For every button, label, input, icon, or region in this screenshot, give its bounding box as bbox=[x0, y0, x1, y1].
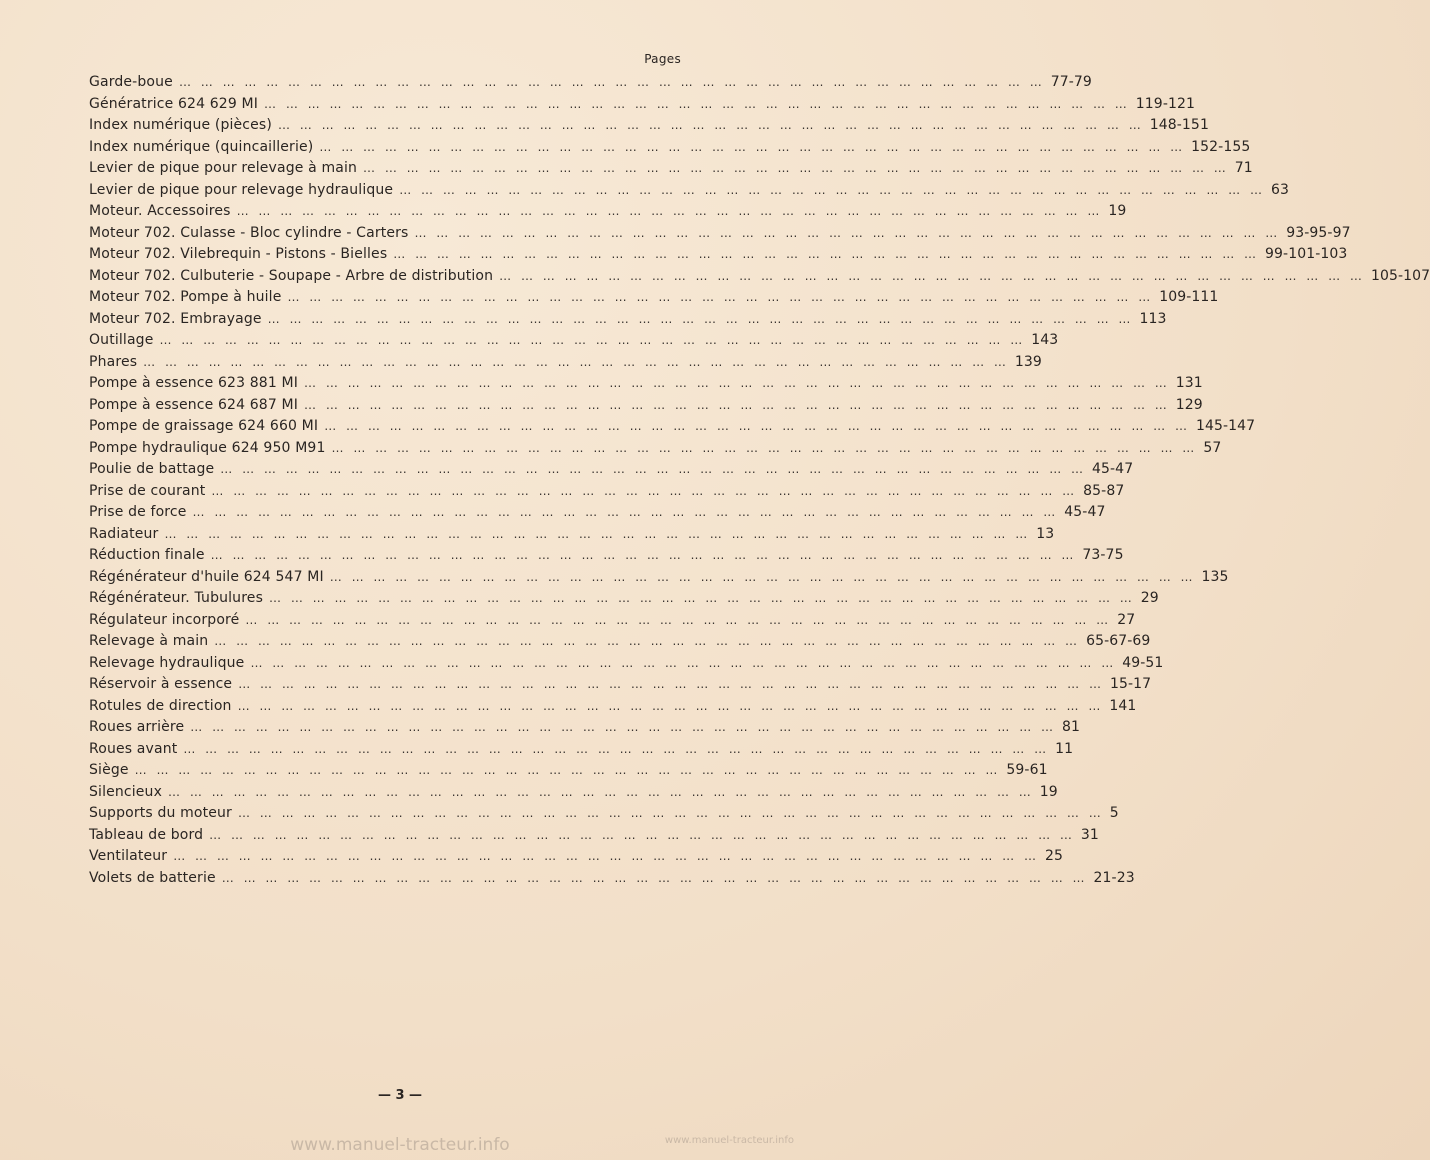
index-entry-pages: 21-23 bbox=[1093, 869, 1135, 886]
dot-leader: … … … … … … … … … … … … … … … … … … … … … … … … … … … … … … … … … … … … … … … … bbox=[245, 612, 1112, 627]
dot-leader: … … … … … … … … … … … … … … … … … … … … … … … … … … … … … … … … … … … … … … … … bbox=[267, 311, 1134, 326]
index-entry-pages: 143 bbox=[1031, 332, 1059, 348]
dot-leader: … … … … … … … … … … … … … … … … … … … … … … … … … … … … … … … … … … … … … … … … bbox=[393, 247, 1260, 261]
index-entry bbox=[89, 352, 1042, 374]
index-entry-title: Pompe à essence 623 881 MI bbox=[89, 375, 299, 391]
index-entry-title: Régénérateur. Tubulures bbox=[89, 590, 264, 606]
index-entry-title: Pompe à essence 624 687 MI bbox=[89, 396, 299, 413]
dot-leader: … … … … … … … … … … … … … … … … … … … … … … … … … … … … … … … … … … … … … … … … bbox=[304, 397, 1170, 412]
index-entry-pages: 45-47 bbox=[1064, 504, 1106, 520]
index-entry-title: Réduction finale bbox=[89, 547, 205, 563]
index-entry bbox=[89, 846, 1063, 868]
index-entry-title: Ventilateur bbox=[89, 848, 168, 864]
page-number: — 3 — bbox=[377, 1088, 423, 1103]
dot-leader: … … … … … … … … … … … … … … … … … … … … … … … … … … … … … … … … … … … … … … … … bbox=[363, 161, 1229, 175]
dot-leader: … … … … … … … … … … … … … … … … … … … … … … … … … … … … … … … … … … … … … … … … bbox=[277, 118, 1144, 132]
index-entry-title: Rotules de direction bbox=[89, 697, 232, 714]
index-entry bbox=[89, 223, 1351, 245]
index-entry-pages: 19 bbox=[1108, 203, 1127, 219]
index-entry-pages: 57 bbox=[1203, 439, 1222, 456]
index-entry bbox=[89, 803, 1119, 825]
index-entry bbox=[89, 696, 1137, 718]
index-entry-pages: 131 bbox=[1175, 375, 1203, 391]
index-entry bbox=[89, 416, 1256, 438]
index-entry-pages: 19 bbox=[1039, 783, 1058, 800]
index-entry-pages: 145-147 bbox=[1195, 418, 1256, 434]
dot-leader: … … … … … … … … … … … … … … … … … … … … … … … … … … … … … … … … … … … … … … … … bbox=[237, 698, 1104, 713]
index-entry bbox=[89, 266, 1430, 288]
index-entry-pages: 113 bbox=[1139, 310, 1167, 327]
watermark-url: www.manuel-tracteur.info bbox=[290, 1135, 510, 1155]
index-entry bbox=[89, 395, 1203, 417]
index-entry-pages: 25 bbox=[1044, 848, 1063, 864]
index-entry-pages: 93-95-97 bbox=[1286, 224, 1351, 241]
index-entry-pages: 29 bbox=[1140, 590, 1159, 606]
index-entry bbox=[89, 631, 1151, 653]
index-entry-pages: 11 bbox=[1055, 740, 1074, 757]
dot-leader: … … … … … … … … … … … … … … … … … … … … … … … … … … … … … … … … … … … … … … … … bbox=[211, 483, 1078, 498]
index-entry bbox=[89, 567, 1229, 589]
index-entry-pages: 105-107 bbox=[1370, 267, 1430, 284]
dot-leader: … … … … … … … … … … … … … … … … … … … … … … … … … … … … … … … … … … … … … … … … bbox=[324, 419, 1190, 433]
index-entry bbox=[89, 545, 1124, 567]
dot-leader: … … … … … … … … … … … … … … … … … … … … … … … … … … … … … … … … … … … … … … … … bbox=[220, 462, 1087, 476]
index-entry bbox=[89, 717, 1081, 739]
dot-leader: … … … … … … … … … … … … … … … … … … … … … … … … … … … … … … … … … … … … … … … … bbox=[499, 268, 1365, 283]
index-entry-pages: 59-61 bbox=[1006, 762, 1048, 778]
index-entry-pages: 119-121 bbox=[1135, 95, 1195, 112]
index-entry-pages: 152-155 bbox=[1191, 138, 1251, 155]
dot-leader: … … … … … … … … … … … … … … … … … … … … … … … … … … … … … … … … … … … … … … … … bbox=[210, 548, 1077, 562]
index-entry-pages: 49-51 bbox=[1122, 654, 1164, 671]
index-entry-pages: 27 bbox=[1117, 611, 1136, 628]
index-entry bbox=[89, 674, 1152, 696]
index-entry-title: Génératrice 624 629 MI bbox=[89, 95, 259, 112]
index-entry-title: Prise de courant bbox=[89, 482, 206, 499]
dot-leader: … … … … … … … … … … … … … … … … … … … … … … … … … … … … … … … … … … … … … … … … bbox=[269, 591, 1135, 605]
index-entry-title: Levier de pique pour relevage à main bbox=[89, 160, 358, 176]
index-entry bbox=[89, 330, 1059, 352]
index-entry bbox=[89, 438, 1222, 460]
index-entry bbox=[89, 180, 1289, 202]
index-entry bbox=[89, 739, 1074, 761]
index-entry-title: Roues arrière bbox=[89, 719, 185, 735]
index-entry-pages: 85-87 bbox=[1083, 482, 1125, 499]
index-entry-title: Phares bbox=[89, 353, 138, 370]
dot-leader: … … … … … … … … … … … … … … … … … … … … … … … … … … … … … … … … … … … … … … … … bbox=[329, 569, 1196, 584]
watermark-url-corner: www.manuel-tracteur.info bbox=[664, 1135, 794, 1146]
index-entry bbox=[89, 373, 1203, 395]
index-entry-title: Pompe hydraulique 624 950 M91 bbox=[89, 439, 326, 456]
dot-leader: … … … … … … … … … … … … … … … … … … … … … … … … … … … … … … … … … … … … … … … … bbox=[134, 763, 1001, 777]
dot-leader: … … … … … … … … … … … … … … … … … … … … … … … … … … … … … … … … … … … … … … … … bbox=[192, 505, 1059, 519]
index-entry-title: Réservoir à essence bbox=[89, 676, 233, 692]
index-entry bbox=[89, 825, 1099, 847]
dot-leader: … … … … … … … … … … … … … … … … … … … … … … … … … … … … … … … … … … … … … … … … bbox=[238, 677, 1104, 691]
index-entry bbox=[89, 524, 1055, 546]
index-entry bbox=[89, 309, 1167, 331]
index-entry-pages: 31 bbox=[1080, 826, 1099, 843]
index-entry-pages: 129 bbox=[1175, 396, 1203, 413]
dot-leader: … … … … … … … … … … … … … … … … … … … … … … … … … … … … … … … … … … … … … … … … bbox=[304, 376, 1170, 390]
index-entry-title: Moteur 702. Culbuterie - Soupape - Arbre de distribution bbox=[89, 267, 494, 284]
index-entry-pages: 77-79 bbox=[1050, 74, 1092, 90]
index-entry bbox=[89, 459, 1134, 481]
dot-leader: … … … … … … … … … … … … … … … … … … … … … … … … … … … … … … … … … … … … … … … … bbox=[178, 75, 1045, 89]
index-entry-title: Supports du moteur bbox=[89, 805, 232, 821]
index-entry bbox=[89, 94, 1195, 116]
index-entry-title: Radiateur bbox=[89, 525, 159, 542]
index-entry bbox=[89, 137, 1251, 159]
index-entry bbox=[89, 158, 1253, 180]
index-entry-title: Prise de force bbox=[89, 504, 187, 520]
index-entry-pages: 65-67-69 bbox=[1086, 633, 1151, 649]
dot-leader: … … … … … … … … … … … … … … … … … … … … … … … … … … … … … … … … … … … … … … … … bbox=[143, 354, 1009, 369]
dot-leader: … … … … … … … … … … … … … … … … … … … … … … … … … … … … … … … … … … … … … … … … bbox=[319, 139, 1186, 154]
index-entry-pages: 81 bbox=[1062, 719, 1081, 735]
index-entry bbox=[89, 868, 1135, 890]
index-entry-pages: 135 bbox=[1201, 568, 1229, 585]
dot-leader: … … … … … … … … … … … … … … … … … … … … … … … … … … … … … … … … … … … … … … … … bbox=[236, 204, 1103, 218]
index-entry-pages: 141 bbox=[1109, 697, 1137, 714]
index-entry-title: Levier de pique pour relevage hydraulique bbox=[89, 181, 394, 198]
dot-leader: … … … … … … … … … … … … … … … … … … … … … … … … … … … … … … … … … … … … … … … … bbox=[221, 870, 1088, 885]
index-entry bbox=[89, 201, 1127, 223]
index-entry-title: Roues avant bbox=[89, 740, 178, 757]
dot-leader: … … … … … … … … … … … … … … … … … … … … … … … … … … … … … … … … … … … … … … … … bbox=[190, 720, 1057, 734]
index-entry-title: Relevage à main bbox=[89, 633, 209, 649]
dot-leader: … … … … … … … … … … … … … … … … … … … … … … … … … … … … … … … … … … … … … … … … bbox=[164, 526, 1031, 541]
dot-leader: … … … … … … … … … … … … … … … … … … … … … … … … … … … … … … … … … … … … … … … … bbox=[183, 741, 1050, 756]
index-entry bbox=[89, 653, 1164, 675]
index-entry bbox=[89, 72, 1092, 94]
index-entry-pages: 15-17 bbox=[1109, 676, 1152, 692]
dot-leader: … … … … … … … … … … … … … … … … … … … … … … … … … … … … … … … … … … … … … … … … bbox=[214, 634, 1081, 648]
index-entry-title: Moteur. Accessoires bbox=[89, 203, 231, 219]
index-entry-title: Relevage hydraulique bbox=[89, 654, 245, 671]
index-list bbox=[89, 72, 1430, 889]
dot-leader: … … … … … … … … … … … … … … … … … … … … … … … … … … … … … … … … … … … … … … … … bbox=[414, 225, 1281, 240]
index-entry bbox=[89, 610, 1136, 632]
dot-leader: … … … … … … … … … … … … … … … … … … … … … … … … … … … … … … … … … … … … … … … … bbox=[159, 333, 1026, 347]
index-entry-pages: 5 bbox=[1109, 805, 1119, 821]
index-entry-pages: 109-111 bbox=[1159, 289, 1219, 305]
index-entry bbox=[89, 782, 1058, 804]
index-entry-pages: 45-47 bbox=[1092, 461, 1134, 477]
index-entry-pages: 139 bbox=[1014, 353, 1042, 370]
index-entry-title: Outillage bbox=[89, 332, 154, 348]
dot-leader: … … … … … … … … … … … … … … … … … … … … … … … … … … … … … … … … … … … … … … … … bbox=[264, 96, 1130, 111]
dot-leader: … … … … … … … … … … … … … … … … … … … … … … … … … … … … … … … … … … … … … … … … bbox=[399, 182, 1265, 197]
index-entry-title: Volets de batterie bbox=[89, 869, 216, 886]
index-entry-pages: 13 bbox=[1036, 525, 1055, 542]
index-entry-pages: 99-101-103 bbox=[1265, 246, 1348, 262]
index-entry-title: Silencieux bbox=[89, 783, 163, 800]
dot-leader: … … … … … … … … … … … … … … … … … … … … … … … … … … … … … … … … … … … … … … … … bbox=[287, 290, 1154, 304]
index-entry-title: Régulateur incorporé bbox=[89, 611, 240, 628]
index-entry-title: Moteur 702. Pompe à huile bbox=[89, 289, 282, 305]
index-entry-title: Moteur 702. Vilebrequin - Pistons - Bielles bbox=[89, 246, 388, 262]
index-entry bbox=[89, 287, 1219, 309]
index-entry-pages: 148-151 bbox=[1149, 117, 1209, 133]
index-entry-title: Siège bbox=[89, 762, 129, 778]
dot-leader: … … … … … … … … … … … … … … … … … … … … … … … … … … … … … … … … … … … … … … … … bbox=[250, 655, 1117, 670]
index-entry bbox=[89, 588, 1159, 610]
index-entry-pages: 63 bbox=[1270, 181, 1289, 198]
dot-leader: … … … … … … … … … … … … … … … … … … … … … … … … … … … … … … … … … … … … … … … … bbox=[237, 806, 1104, 820]
index-entry-title: Garde-boue bbox=[89, 74, 173, 90]
dot-leader: … … … … … … … … … … … … … … … … … … … … … … … … … … … … … … … … … … … … … … … … bbox=[209, 827, 1075, 842]
index-entry-title: Régénérateur d'huile 624 547 MI bbox=[89, 568, 324, 585]
pages-column-header: Pages bbox=[644, 52, 681, 66]
index-entry-title: Tableau de bord bbox=[89, 826, 204, 843]
index-entry-title: Poulie de battage bbox=[89, 461, 215, 477]
index-entry-pages: 71 bbox=[1234, 160, 1253, 176]
index-entry-title: Index numérique (quincaillerie) bbox=[89, 138, 314, 155]
index-entry-title: Index numérique (pièces) bbox=[89, 117, 272, 133]
index-entry bbox=[89, 481, 1125, 503]
index-entry-title: Moteur 702. Culasse - Bloc cylindre - Carters bbox=[89, 224, 409, 241]
index-entry-pages: 73-75 bbox=[1082, 547, 1124, 563]
index-entry-title: Moteur 702. Embrayage bbox=[89, 310, 262, 327]
dot-leader: … … … … … … … … … … … … … … … … … … … … … … … … … … … … … … … … … … … … … … … … bbox=[173, 849, 1039, 863]
index-entry-title: Pompe de graissage 624 660 MI bbox=[89, 418, 319, 434]
index-entry bbox=[89, 760, 1048, 782]
index-entry bbox=[89, 115, 1209, 137]
dot-leader: … … … … … … … … … … … … … … … … … … … … … … … … … … … … … … … … … … … … … … … … bbox=[331, 440, 1198, 455]
dot-leader: … … … … … … … … … … … … … … … … … … … … … … … … … … … … … … … … … … … … … … … … bbox=[168, 784, 1034, 799]
index-entry bbox=[89, 244, 1348, 266]
index-entry bbox=[89, 502, 1106, 524]
